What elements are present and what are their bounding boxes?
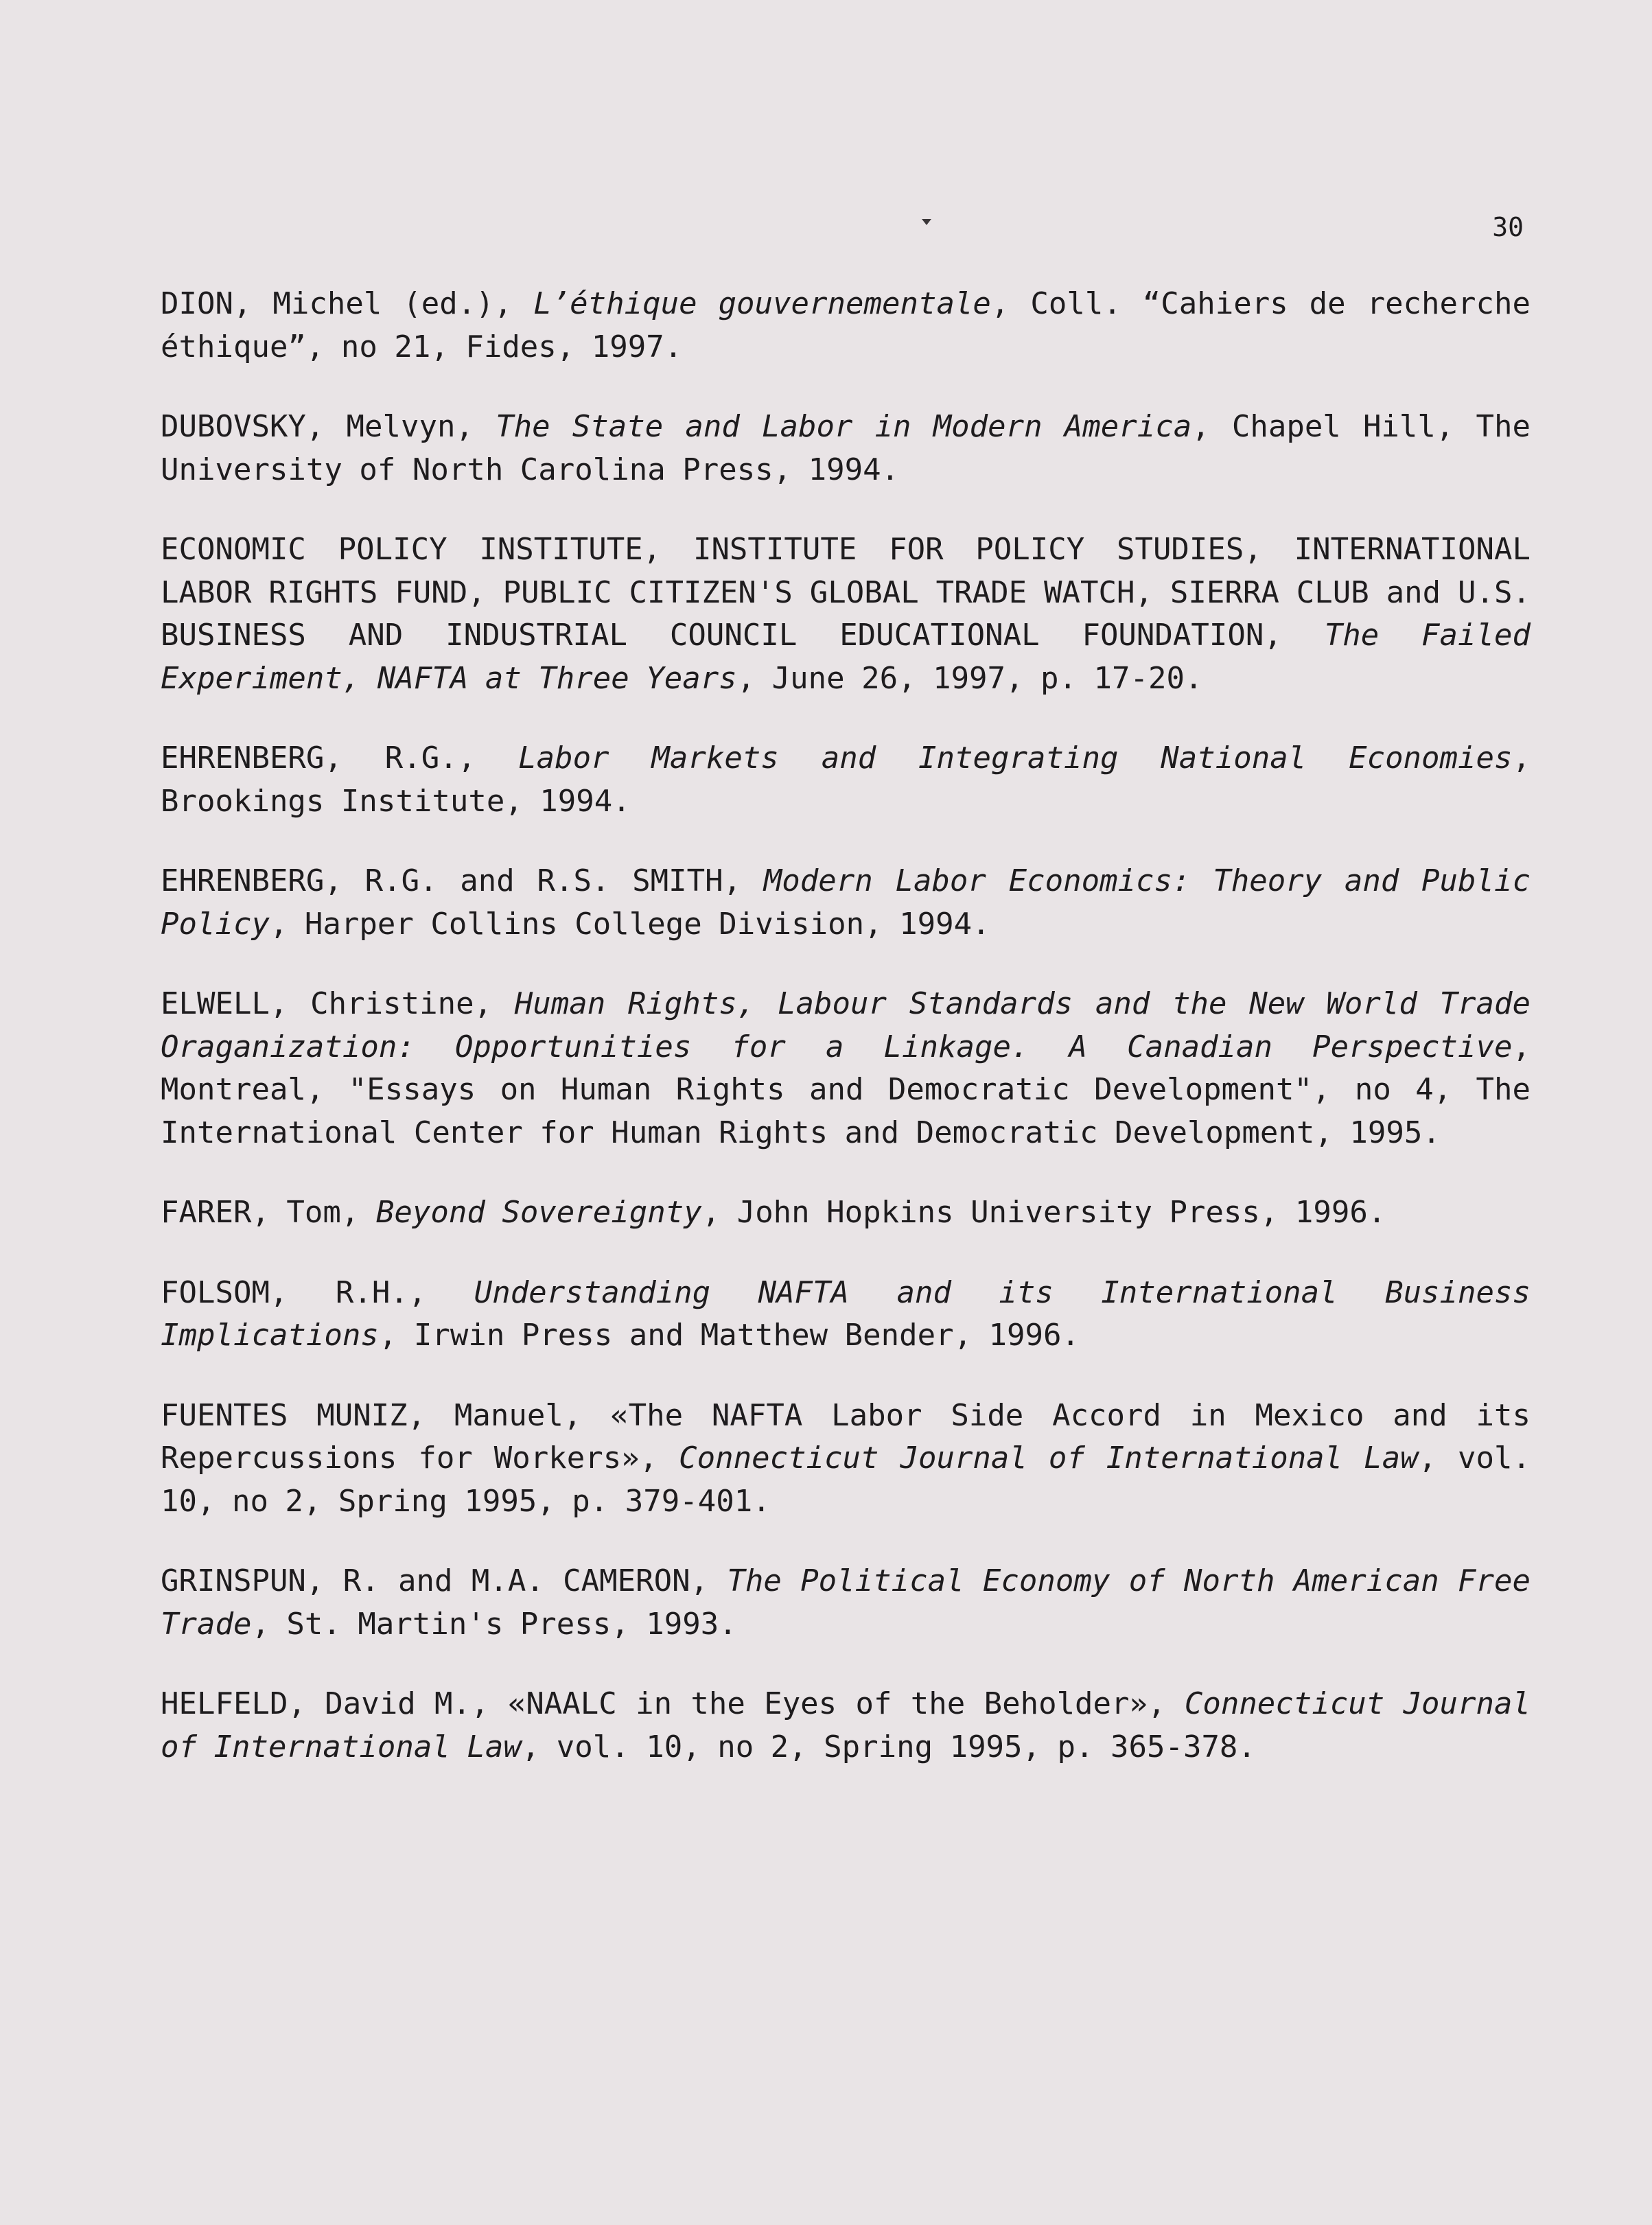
entry-author-text: FARER, Tom,: [161, 1195, 376, 1230]
entry-title: Connecticut Journal of International Law: [679, 1441, 1419, 1476]
entry-publication-text: , Chapel Hill, The University of North Carolina Press, 1994.: [161, 409, 1531, 487]
entry-author-text: HELFELD, David M., «NAALC in the Eyes of the Beholder»,: [161, 1686, 1185, 1721]
bibliography-entry: [161, 860, 1531, 946]
entry-author-text: FOLSOM, R.H.,: [161, 1274, 474, 1310]
entry-publication-text: , St. Martin's Press, 1993.: [251, 1606, 737, 1642]
bibliography-entry: [161, 983, 1531, 1154]
bibliography-entry: [161, 528, 1531, 700]
bibliography-entry: [161, 1560, 1531, 1646]
entry-publication-text: , vol. 10, no 2, Spring 1995, p. 379-401.: [161, 1441, 1531, 1519]
entry-publication-text: , John Hopkins University Press, 1996.: [701, 1195, 1386, 1230]
entry-publication-text: , Harper Collins College Division, 1994.: [269, 906, 990, 942]
bibliography-entry: [161, 1272, 1531, 1358]
entry-title: Modern Labor Economics: Theory and Public Policy: [161, 863, 1531, 942]
entry-author-text: EHRENBERG, R.G.,: [161, 741, 519, 776]
entry-author-text: GRINSPUN, R. and M.A. CAMERON,: [161, 1563, 728, 1598]
entry-title: The Political Economy of North American Free Trade: [161, 1563, 1531, 1642]
entry-publication-text: , Irwin Press and Matthew Bender, 1996.: [378, 1318, 1080, 1353]
entry-title: Connecticut Journal of International Law: [161, 1686, 1531, 1764]
entry-author-text: EHRENBERG, R.G. and R.S. SMITH,: [161, 863, 764, 898]
entry-title: The Failed Experiment, NAFTA at Three Years: [161, 618, 1531, 696]
entry-publication-text: , Coll. “Cahiers de recherche éthique”, no 21, Fides, 1997.: [161, 286, 1531, 364]
entry-title: The State and Labor in Modern America: [496, 409, 1192, 444]
entry-title: Understanding NAFTA and its International Business Implications: [161, 1274, 1531, 1353]
page-number: 30: [1492, 212, 1524, 242]
bibliography-entry: [161, 283, 1531, 369]
entry-title: Labor Markets and Integrating National Economies: [518, 741, 1513, 776]
entry-author-text: ELWELL, Christine,: [161, 986, 515, 1021]
entry-title: Human Rights, Labour Standards and the New World Trade Oraganization: Opportunities for a Linkage. A Canadian Perspective: [161, 986, 1531, 1064]
bibliography-entry: [161, 1395, 1531, 1524]
entry-publication-text: , Brookings Institute, 1994.: [161, 741, 1531, 819]
bibliography-entry: [161, 737, 1531, 823]
bibliography-entry: [161, 1191, 1531, 1235]
entry-title: Beyond Sovereignty: [375, 1195, 702, 1230]
bibliography-entry: [161, 406, 1531, 491]
entry-author-text: FUENTES MUNIZ, Manuel, «The NAFTA Labor Side Accord in Mexico and its Repercussions for Workers»,: [161, 1397, 1531, 1476]
entry-title: L’éthique gouvernementale: [533, 286, 991, 321]
entry-author-text: DUBOVSKY, Melvyn,: [161, 409, 496, 444]
entry-publication-text: , June 26, 1997, p. 17-20.: [736, 660, 1203, 696]
bibliography-list: [161, 283, 1531, 1806]
entry-author-text: ECONOMIC POLICY INSTITUTE, INSTITUTE FOR POLICY STUDIES, INTERNATIONAL LABOR RIGHTS FUND, PUBLIC CITIZEN'S GLOBAL TRADE WATCH, SIERRA CLUB and U.S. BUSINESS AND INDUSTRIAL COUNCIL EDUCATIONAL FOUNDATION,: [161, 532, 1531, 653]
entry-publication-text: , Montreal, "Essays on Human Rights and Democratic Development", no 4, The International Center for Human Rights and Democratic Development, 1995.: [161, 1029, 1531, 1150]
entry-author-text: DION, Michel (ed.),: [161, 286, 534, 321]
stray-ink-mark: [922, 219, 931, 225]
entry-publication-text: , vol. 10, no 2, Spring 1995, p. 365-378.: [521, 1729, 1256, 1764]
bibliography-entry: [161, 1683, 1531, 1769]
